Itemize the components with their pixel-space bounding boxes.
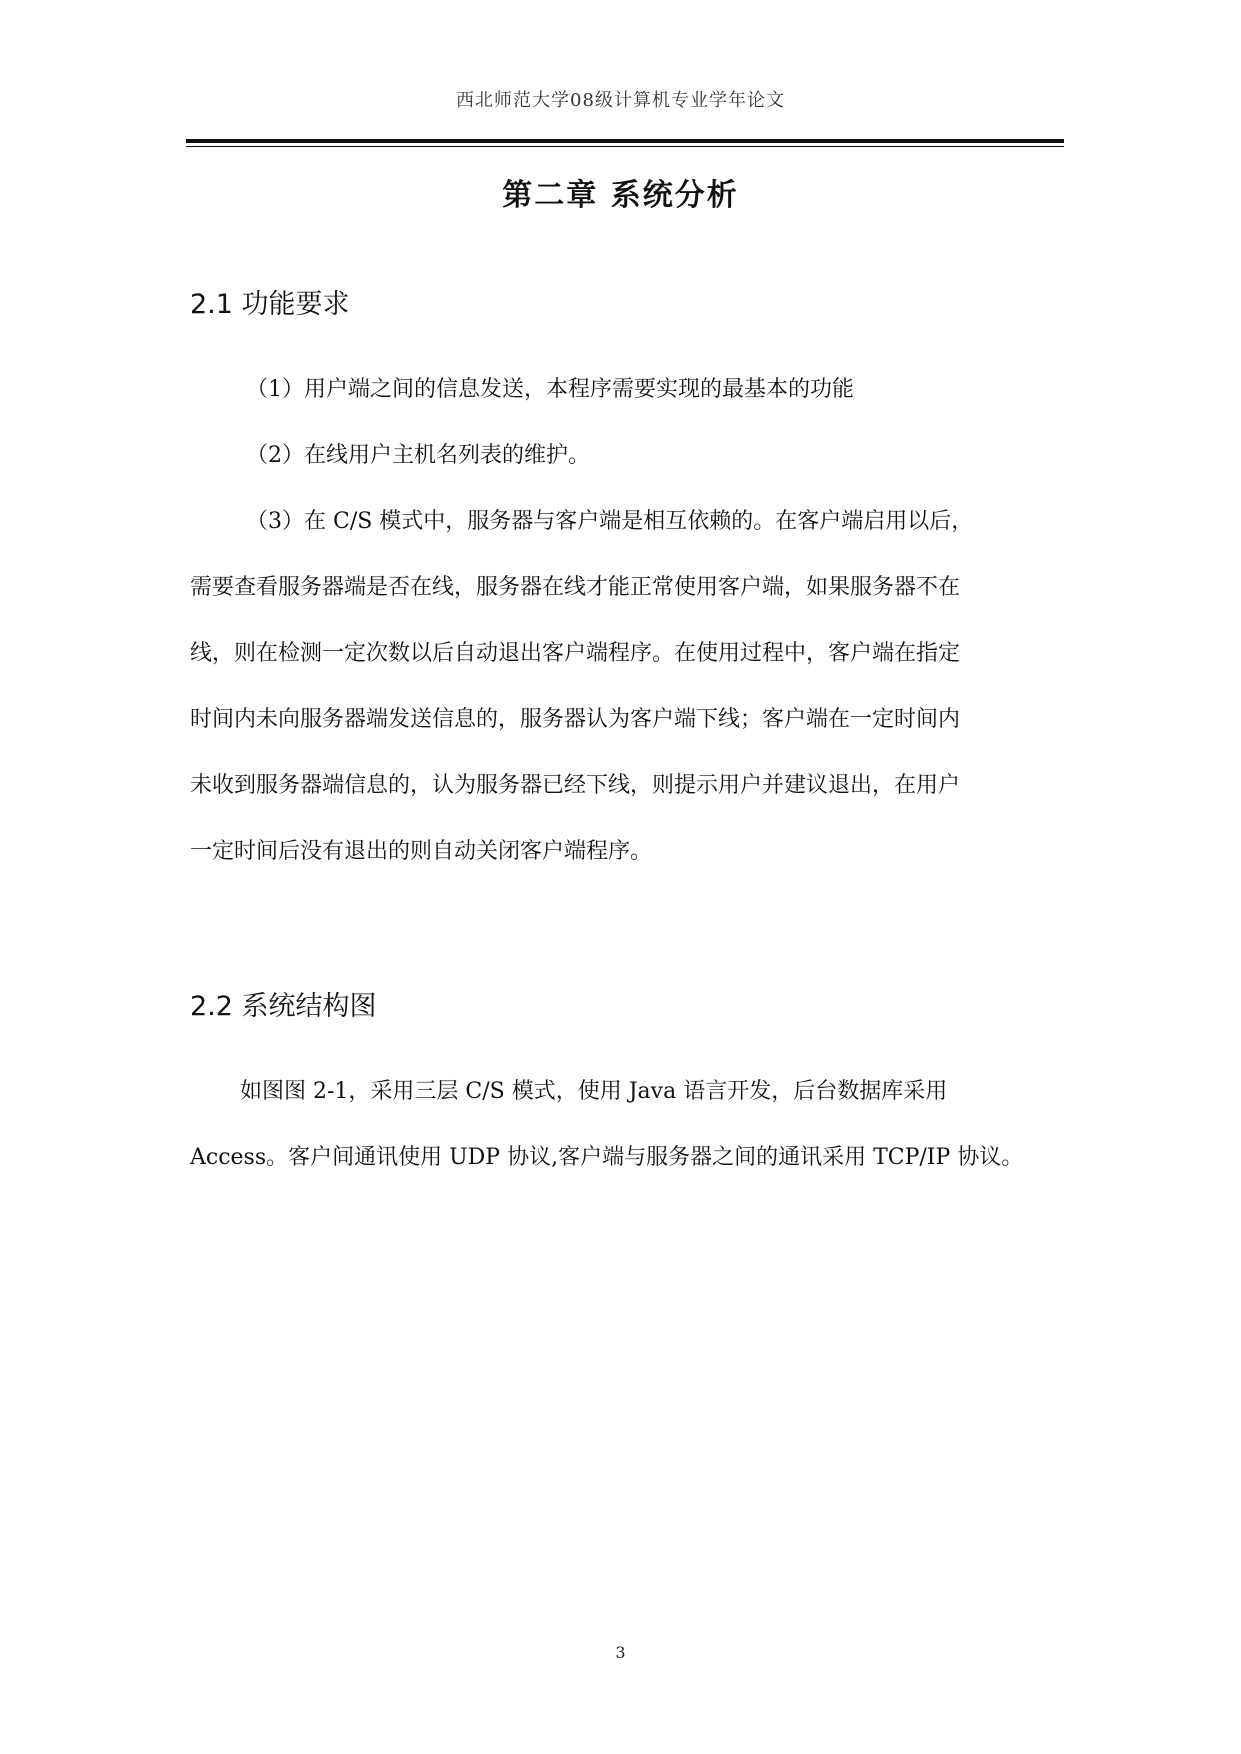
- list-item-3-line-3: 线，则在检测一定次数以后自动退出客户端程序。在使用过程中，客户端在指定: [190, 641, 961, 666]
- list-item-3-line-5: 未收到服务器端信息的，认为服务器已经下线，则提示用户并建议退出，在用户: [190, 773, 961, 798]
- chapter-title: 第二章 系统分析: [502, 178, 739, 213]
- header-rule-thick: [186, 139, 1064, 143]
- header-rule-thin: [186, 146, 1064, 147]
- list-item-3-line-2: 需要查看服务器端是否在线，服务器在线才能正常使用客户端，如果服务器不在: [190, 575, 961, 600]
- list-item-3-line-4: 时间内未向服务器端发送信息的，服务器认为客户端下线；客户端在一定时间内: [190, 707, 961, 732]
- page-number: 3: [615, 1643, 626, 1662]
- list-item-1: （1）用户端之间的信息发送，本程序需要实现的最基本的功能: [246, 377, 854, 402]
- section-heading-2-1: 2.1 功能要求: [190, 289, 350, 320]
- body-paragraph-line-2: Access。客户间通讯使用 UDP 协议,客户端与服务器之间的通讯采用 TCP/IP 协议。: [190, 1145, 1024, 1170]
- body-paragraph-line-1: 如图图 2-1，采用三层 C/S 模式，使用 Java 语言开发，后台数据库采用: [240, 1079, 948, 1104]
- page-header: 西北师范大学08级计算机专业学年论文: [456, 90, 785, 111]
- list-item-3-line-1: （3）在 C/S 模式中，服务器与客户端是相互依赖的。在客户端启用以后，: [246, 509, 974, 534]
- section-heading-2-2: 2.2 系统结构图: [190, 991, 377, 1022]
- list-item-2: （2）在线用户主机名列表的维护。: [246, 443, 590, 468]
- list-item-3-line-6: 一定时间后没有退出的则自动关闭客户端程序。: [190, 839, 653, 864]
